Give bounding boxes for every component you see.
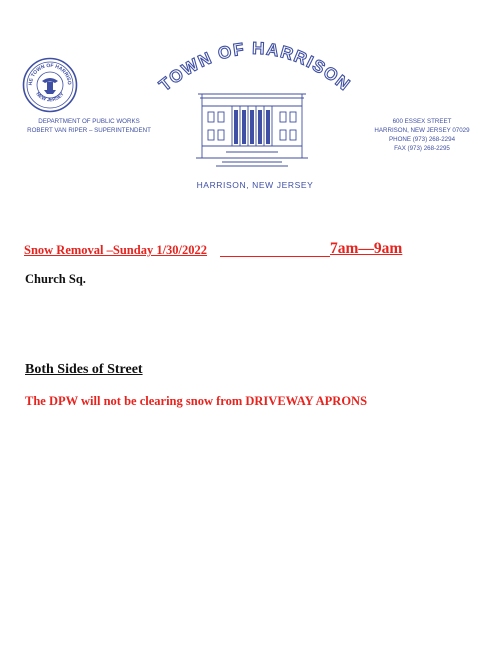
city-caption: HARRISON, NEW JERSEY [196,180,314,190]
phone-number: PHONE (973) 268-2294 [388,136,456,143]
town-hall-building-icon [196,88,308,168]
svg-text:THE TOWN OF HARRISON: HE TOWN OF HARRISO [27,62,73,86]
superintendent-name: ROBERT VAN RIPER – SUPERINTENDENT [27,127,151,134]
address-street: 600 ESSEX STREET [392,118,452,125]
department-block [14,117,164,135]
notice-header [24,240,414,260]
fax-number: FAX (973) 268-2295 [394,145,450,152]
svg-text:TOWN OF HARRISON: TOWN OF HARRISON [155,38,355,95]
driveway-warning: The DPW will not be clearing snow from DRIVEWAY APRONS [25,394,368,408]
department-name: DEPARTMENT OF PUBLIC WORKS [38,118,140,125]
notice-underline-rule [220,256,330,257]
notice-title: Snow Removal –Sunday 1/30/2022 [24,243,208,257]
address-city: HARRISON, NEW JERSEY 07029 [374,127,470,134]
town-seal-icon [22,57,78,113]
notice-time: 7am—9am [330,240,403,257]
street-name: Church Sq. [25,272,86,286]
sides-of-street: Both Sides of Street [25,362,143,377]
address-block [352,117,492,153]
svg-text:NEW JERSEY: NEW JERSEY [34,91,66,104]
